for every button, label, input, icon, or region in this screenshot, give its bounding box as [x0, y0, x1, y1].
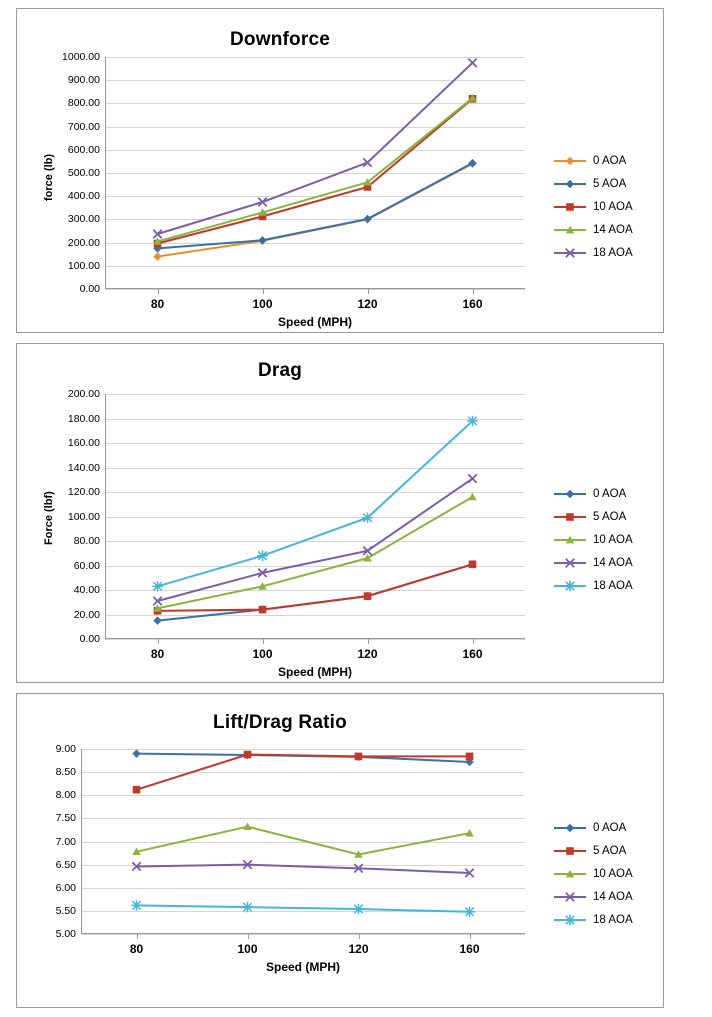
y-axis-tick-label: 600.00 [67, 143, 100, 156]
x-axis-tick-label: 80 [150, 647, 165, 661]
legend-label: 5 AOA [593, 510, 627, 523]
plot-area-drag [43, 388, 525, 679]
legend-label: 10 AOA [593, 200, 633, 213]
chart-panel-drag [16, 343, 664, 683]
series-10-aoa [153, 493, 476, 612]
legend-label: 5 AOA [593, 177, 627, 190]
y-axis-tick-label: 40.00 [73, 584, 100, 596]
y-axis-tick-label: 80.00 [73, 535, 100, 547]
x-axis-tick-mark [137, 934, 138, 939]
y-axis-tick-label: 60.00 [73, 559, 100, 572]
series-10-aoa [132, 823, 473, 858]
x-axis-tick-mark [473, 639, 474, 644]
y-axis-tick-label: 5.00 [55, 928, 76, 940]
y-axis-tick-label: 200.00 [67, 236, 100, 249]
legend-marker-icon [553, 556, 587, 570]
legend-marker-icon [553, 154, 587, 168]
y-axis-tick-label: 9.00 [55, 743, 76, 755]
series-14-aoa [132, 860, 473, 877]
series-18-aoa [153, 59, 476, 239]
legend-item [553, 241, 633, 264]
chart-title-ratio: Lift/Drag Ratio [213, 712, 347, 733]
legend-item [553, 195, 633, 218]
plot-area-downforce [43, 51, 525, 329]
series-layer [81, 749, 525, 934]
y-axis-tick-label: 160.00 [67, 437, 100, 449]
y-axis-tick-label: 120.00 [67, 486, 100, 498]
legend-marker-icon [553, 246, 587, 260]
x-axis-tick-mark [473, 289, 474, 294]
legend-item [553, 528, 633, 551]
series-14-aoa [153, 94, 476, 245]
x-axis-tick-label: 120 [348, 942, 369, 956]
series-18-aoa [152, 416, 478, 592]
y-axis-tick-label: 0.00 [79, 633, 100, 645]
x-axis-tick-mark [368, 639, 369, 644]
y-axis-tick-label: 100.00 [67, 259, 100, 272]
series-layer [105, 57, 525, 289]
y-axis-tick-label: 0.00 [79, 283, 100, 295]
y-axis-tick-label: 100.00 [67, 510, 100, 523]
series-5-aoa [154, 560, 477, 614]
legend-label: 14 AOA [593, 556, 633, 569]
x-axis-tick-label: 80 [129, 942, 144, 956]
legend-label: 10 AOA [593, 867, 633, 880]
series-0-aoa [132, 749, 473, 766]
x-axis-tick-label: 160 [462, 647, 483, 661]
x-axis-tick-label: 100 [252, 297, 273, 311]
legend-marker-icon [553, 844, 587, 858]
plot-area-ratio [55, 743, 525, 974]
y-axis-tick-label: 6.00 [55, 881, 76, 894]
y-axis-tick-label: 300.00 [67, 213, 100, 226]
x-axis-tick-label: 160 [462, 297, 483, 311]
legend-item [553, 862, 633, 885]
chart-title-drag: Drag [257, 360, 303, 381]
legend-marker-icon [553, 177, 587, 191]
legend-item [553, 816, 633, 839]
y-axis-tick-label: 700.00 [67, 120, 100, 133]
gridline [81, 934, 525, 935]
legend-marker-icon [553, 200, 587, 214]
x-axis-tick-mark [158, 289, 159, 294]
x-axis-title: Speed (MPH) [277, 315, 352, 329]
legend-item [553, 505, 633, 528]
x-axis-tick-mark [263, 639, 264, 644]
chart-title-downforce: Downforce [230, 29, 330, 50]
y-axis-tick-label: 180.00 [67, 412, 100, 425]
legend-item [553, 908, 633, 931]
gridline [105, 639, 525, 640]
legend-ratio [553, 816, 633, 931]
legend-downforce [553, 149, 633, 264]
y-axis-tick-label: 8.00 [55, 789, 76, 802]
x-axis-tick-label: 100 [252, 647, 273, 661]
series-0-aoa [153, 560, 476, 625]
x-axis-tick-label: 160 [459, 942, 480, 956]
legend-item [553, 172, 633, 195]
y-axis-tick-label: 20.00 [73, 608, 100, 621]
legend-label: 14 AOA [593, 890, 633, 903]
gridline [105, 289, 525, 290]
y-axis-tick-label: 900.00 [67, 74, 100, 87]
legend-item [553, 574, 633, 597]
x-axis-tick-mark [158, 639, 159, 644]
x-axis-title: Speed (MPH) [277, 665, 352, 679]
x-axis-tick-mark [263, 289, 264, 294]
x-axis-tick-mark [248, 934, 249, 939]
x-axis-tick-label: 100 [237, 942, 258, 956]
y-axis-title: Force (lbf) [43, 490, 55, 545]
legend-item [553, 482, 633, 505]
legend-item [553, 149, 633, 172]
legend-label: 0 AOA [593, 821, 627, 834]
legend-label: 18 AOA [593, 246, 633, 259]
legend-label: 0 AOA [593, 487, 627, 500]
legend-item [553, 218, 633, 241]
legend-drag [553, 482, 633, 597]
series-10-aoa [154, 95, 477, 247]
y-axis-tick-label: 140.00 [67, 461, 100, 474]
legend-label: 5 AOA [593, 844, 627, 857]
chart-panel-downforce [16, 8, 664, 333]
x-axis-tick-label: 120 [357, 647, 378, 661]
y-axis-tick-label: 6.50 [55, 858, 76, 871]
y-axis-title: force (lb) [43, 153, 55, 201]
x-axis-tick-label: 80 [150, 297, 165, 311]
legend-marker-icon [553, 890, 587, 904]
y-axis-tick-label: 7.00 [55, 835, 76, 848]
legend-item [553, 885, 633, 908]
y-axis-tick-label: 200.00 [67, 388, 100, 400]
y-axis-tick-label: 400.00 [67, 190, 100, 203]
y-axis-tick-label: 1000.00 [62, 51, 100, 63]
legend-marker-icon [553, 867, 587, 881]
series-18-aoa [131, 900, 475, 917]
series-5-aoa [133, 751, 474, 794]
y-axis-tick-label: 7.50 [55, 812, 76, 825]
legend-marker-icon [553, 913, 587, 927]
series-5-aoa [153, 159, 476, 253]
legend-marker-icon [553, 821, 587, 835]
legend-item [553, 551, 633, 574]
y-axis-tick-label: 800.00 [67, 97, 100, 110]
x-axis-tick-mark [359, 934, 360, 939]
y-axis-tick-label: 8.50 [55, 766, 76, 779]
x-axis-tick-mark [470, 934, 471, 939]
legend-marker-icon [553, 533, 587, 547]
series-14-aoa [153, 474, 476, 605]
y-axis-tick-label: 500.00 [67, 167, 100, 179]
x-axis-tick-mark [368, 289, 369, 294]
chart-panel-ratio [16, 693, 664, 1008]
legend-item [553, 839, 633, 862]
legend-marker-icon [553, 487, 587, 501]
series-layer [105, 394, 525, 639]
legend-marker-icon [553, 223, 587, 237]
x-axis-tick-label: 120 [357, 297, 378, 311]
legend-label: 0 AOA [593, 154, 627, 167]
legend-label: 14 AOA [593, 223, 633, 236]
legend-label: 10 AOA [593, 533, 633, 546]
legend-marker-icon [553, 579, 587, 593]
legend-marker-icon [553, 510, 587, 524]
legend-label: 18 AOA [593, 579, 633, 592]
x-axis-title: Speed (MPH) [265, 960, 340, 974]
y-axis-tick-label: 5.50 [55, 904, 76, 917]
legend-label: 18 AOA [593, 913, 633, 926]
